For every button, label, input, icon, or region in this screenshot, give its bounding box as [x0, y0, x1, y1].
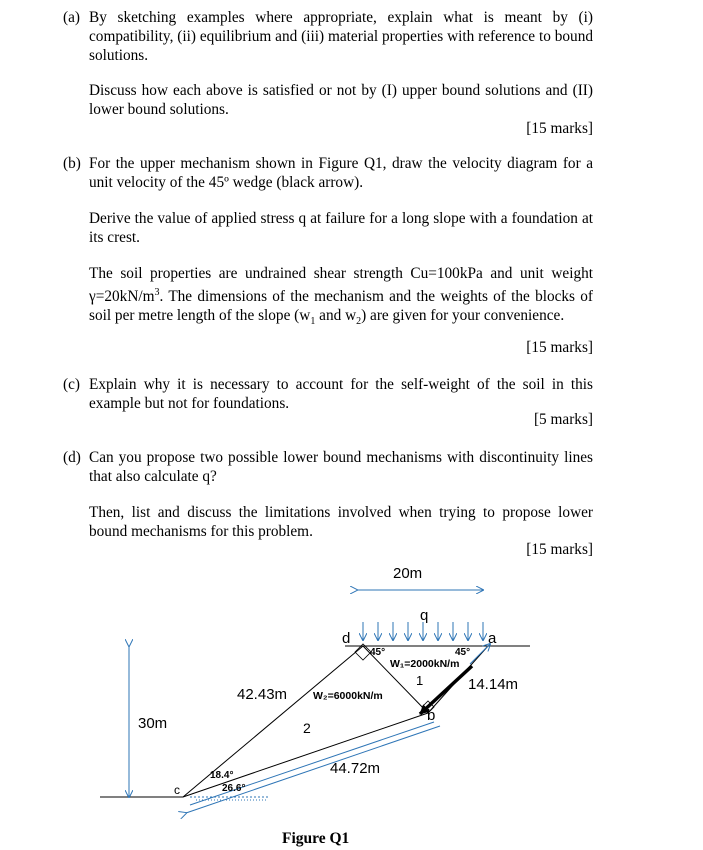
figure-caption: Figure Q1 — [282, 830, 350, 847]
label-block2: 2 — [303, 720, 311, 736]
part-d-text: Can you propose two possible lower bound mechanisms with discontinuity lines that also calculate q? — [89, 449, 593, 485]
part-d-label: (d) — [63, 449, 81, 466]
label-angle-2: 26.6° — [222, 783, 246, 794]
part-a-text: By sketching examples where appropriate, explain what is meant by (i) compatibility, (ii) equilibrium and (iii) material properties with reference to bound solutions. — [89, 9, 593, 64]
label-d: d — [342, 630, 351, 647]
label-4472: 44.72m — [330, 760, 381, 777]
label-w1: W₁=2000kN/m — [390, 658, 460, 670]
part-b-marks: [15 marks] — [526, 339, 593, 356]
part-d-text2: Then, list and discuss the limitations involved when trying to propose lower bound mechanisms for this problem. — [89, 504, 593, 540]
label-1414: 14.14m — [468, 676, 519, 693]
load-arrows — [363, 622, 483, 640]
part-c-marks: [5 marks] — [533, 411, 593, 428]
label-a: a — [488, 630, 497, 647]
part-c-label: (c) — [63, 376, 80, 393]
angle-top-left: 45° — [370, 647, 386, 658]
label-b: b — [427, 707, 436, 724]
angle-top-right: 45° — [455, 647, 471, 658]
part-b-text2: Derive the value of applied stress q at failure for a long slope with a foundation at its crest. — [89, 210, 593, 246]
label-w2: W₂=6000kN/m — [313, 690, 383, 702]
label-20m: 20m — [393, 565, 423, 582]
part-b-label: (b) — [63, 155, 81, 172]
part-a-text2: Discuss how each above is satisfied or not by (I) upper bound solutions and (II) lower bound solutions. — [89, 82, 593, 118]
part-d-marks: [15 marks] — [526, 541, 593, 558]
label-block1: 1 — [416, 673, 424, 688]
label-30m: 30m — [138, 715, 168, 732]
label-4243: 42.43m — [237, 686, 288, 703]
part-a-marks: [15 marks] — [526, 120, 593, 137]
part-b-text3: The soil properties are undrained shear strength Cu=100kPa and unit weight $\gamma=20kN/m^3$. The dimensions of the mechanism and the weights of the blocks of soil per metre length of the slope ($w_1$ and $w_2$) are given for your convenience. — [89, 265, 593, 328]
part-a-label: (a) — [63, 9, 80, 26]
arrow-a — [470, 644, 490, 664]
label-c: c — [174, 783, 180, 797]
part-b-text: For the upper mechanism shown in Figure Q1, draw the velocity diagram for a unit velocity of the 45º wedge (black arrow). — [89, 155, 593, 191]
label-angle-1: 18.4° — [210, 770, 234, 781]
label-q: q — [420, 607, 429, 624]
part-c-text: Explain why it is necessary to account for the self-weight of the soil in this example but not for foundations. — [89, 376, 593, 412]
